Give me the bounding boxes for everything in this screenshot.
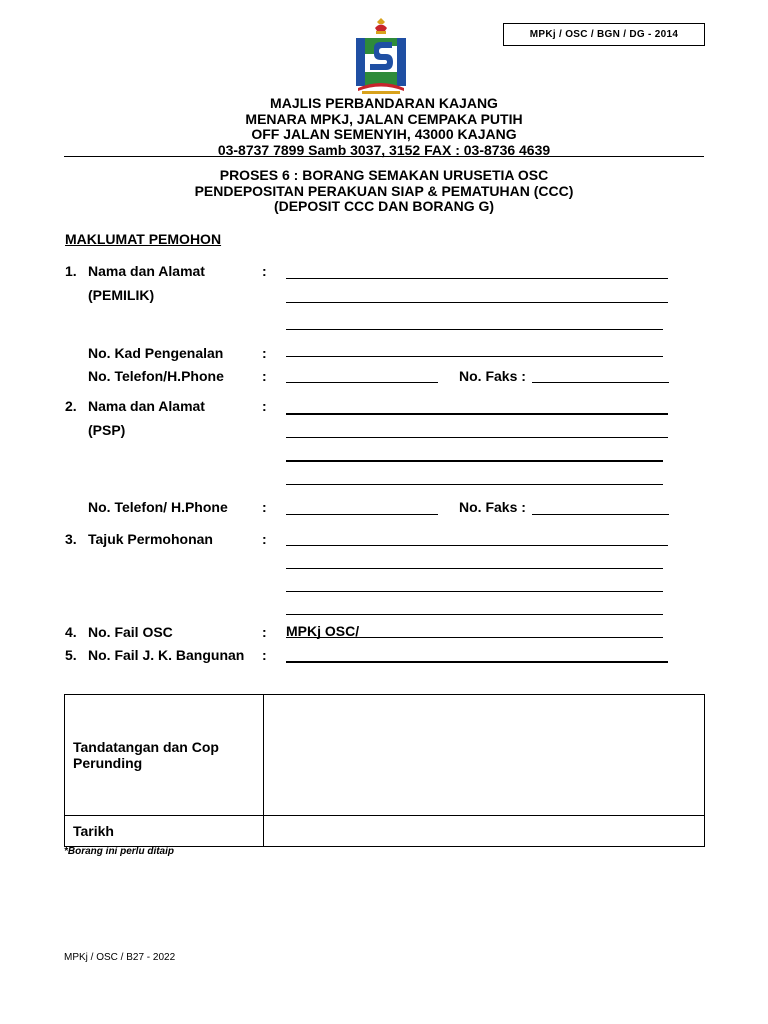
mpkj-crest-logo <box>352 18 410 96</box>
document-reference-code: MPKj / OSC / BGN / DG - 2014 <box>503 23 705 46</box>
owner-phone-label: No. Telefon/H.Phone <box>88 368 224 384</box>
building-file-field[interactable] <box>286 661 668 663</box>
application-title-label: Tajuk Permohonan <box>88 531 213 547</box>
application-title-field-4[interactable] <box>286 614 663 615</box>
item-number-4: 4. <box>65 624 77 640</box>
ic-number-field[interactable] <box>286 356 663 357</box>
owner-fax-label: No. Faks : <box>459 368 526 384</box>
colon: : <box>262 499 267 515</box>
signature-stamp-area[interactable] <box>264 695 705 816</box>
item-number-3: 3. <box>65 531 77 547</box>
osc-file-label: No. Fail OSC <box>88 624 173 640</box>
owner-label: (PEMILIK) <box>88 287 155 303</box>
form-title-line2: PENDEPOSITAN PERAKUAN SIAP & PEMATUHAN (CCC) <box>194 182 574 199</box>
item-number-5: 5. <box>65 647 77 663</box>
owner-address-field-1[interactable] <box>286 302 668 303</box>
colon: : <box>262 647 267 663</box>
application-title-field-2[interactable] <box>286 568 663 569</box>
psp-fax-label: No. Faks : <box>459 499 526 515</box>
council-address-line1: MENARA MPKJ, JALAN CEMPAKA PUTIH <box>245 110 523 127</box>
psp-name-address-label: Nama dan Alamat <box>88 398 205 414</box>
owner-address-field-2[interactable] <box>286 329 663 330</box>
colon: : <box>262 531 267 547</box>
council-contact: 03-8737 7899 Samb 3037, 3152 FAX : 03-8736 4639 <box>217 141 551 158</box>
psp-phone-label: No. Telefon/ H.Phone <box>88 499 228 515</box>
item-number-1: 1. <box>65 263 77 279</box>
application-title-field-1[interactable] <box>286 545 668 546</box>
footer-form-code: MPKj / OSC / B27 - 2022 <box>64 952 176 963</box>
application-title-field-3[interactable] <box>286 591 663 592</box>
date-field[interactable] <box>264 816 705 847</box>
colon: : <box>262 368 267 384</box>
colon: : <box>262 345 267 361</box>
form-title-line3: (DEPOSIT CCC DAN BORANG G) <box>273 198 495 214</box>
date-label: Tarikh <box>65 816 264 847</box>
item-number-2: 2. <box>65 398 77 414</box>
colon: : <box>262 398 267 414</box>
council-address-line2: OFF JALAN SEMENYIH, 43000 KAJANG <box>251 126 517 142</box>
psp-address-field-1[interactable] <box>286 437 668 438</box>
ic-number-label: No. Kad Pengenalan <box>88 345 224 361</box>
council-name: MAJLIS PERBANDARAN KAJANG <box>270 95 498 111</box>
psp-address-field-2[interactable] <box>286 460 663 462</box>
signature-table <box>64 694 705 847</box>
psp-fax-field[interactable] <box>532 514 669 515</box>
header-divider <box>64 156 704 157</box>
psp-address-field-3[interactable] <box>286 484 663 485</box>
typing-note: *Borang ini perlu ditaip <box>64 846 175 857</box>
building-file-label: No. Fail J. K. Bangunan <box>88 647 245 663</box>
signature-label: Tandatangan dan Cop Perunding <box>65 695 264 816</box>
psp-label: (PSP) <box>88 422 126 438</box>
psp-name-field[interactable] <box>286 413 668 415</box>
osc-file-field[interactable] <box>286 637 663 638</box>
osc-file-prefix: MPKj OSC/ <box>286 623 360 639</box>
psp-phone-field[interactable] <box>286 514 438 515</box>
owner-name-address-label: Nama dan Alamat <box>88 263 205 279</box>
form-title-line1: PROSES 6 : BORANG SEMAKAN URUSETIA OSC <box>219 167 549 183</box>
owner-name-field[interactable] <box>286 278 668 279</box>
colon: : <box>262 263 267 279</box>
colon: : <box>262 624 267 640</box>
owner-fax-field[interactable] <box>532 382 669 383</box>
owner-phone-field[interactable] <box>286 382 438 383</box>
section-heading: MAKLUMAT PEMOHON <box>65 231 222 247</box>
